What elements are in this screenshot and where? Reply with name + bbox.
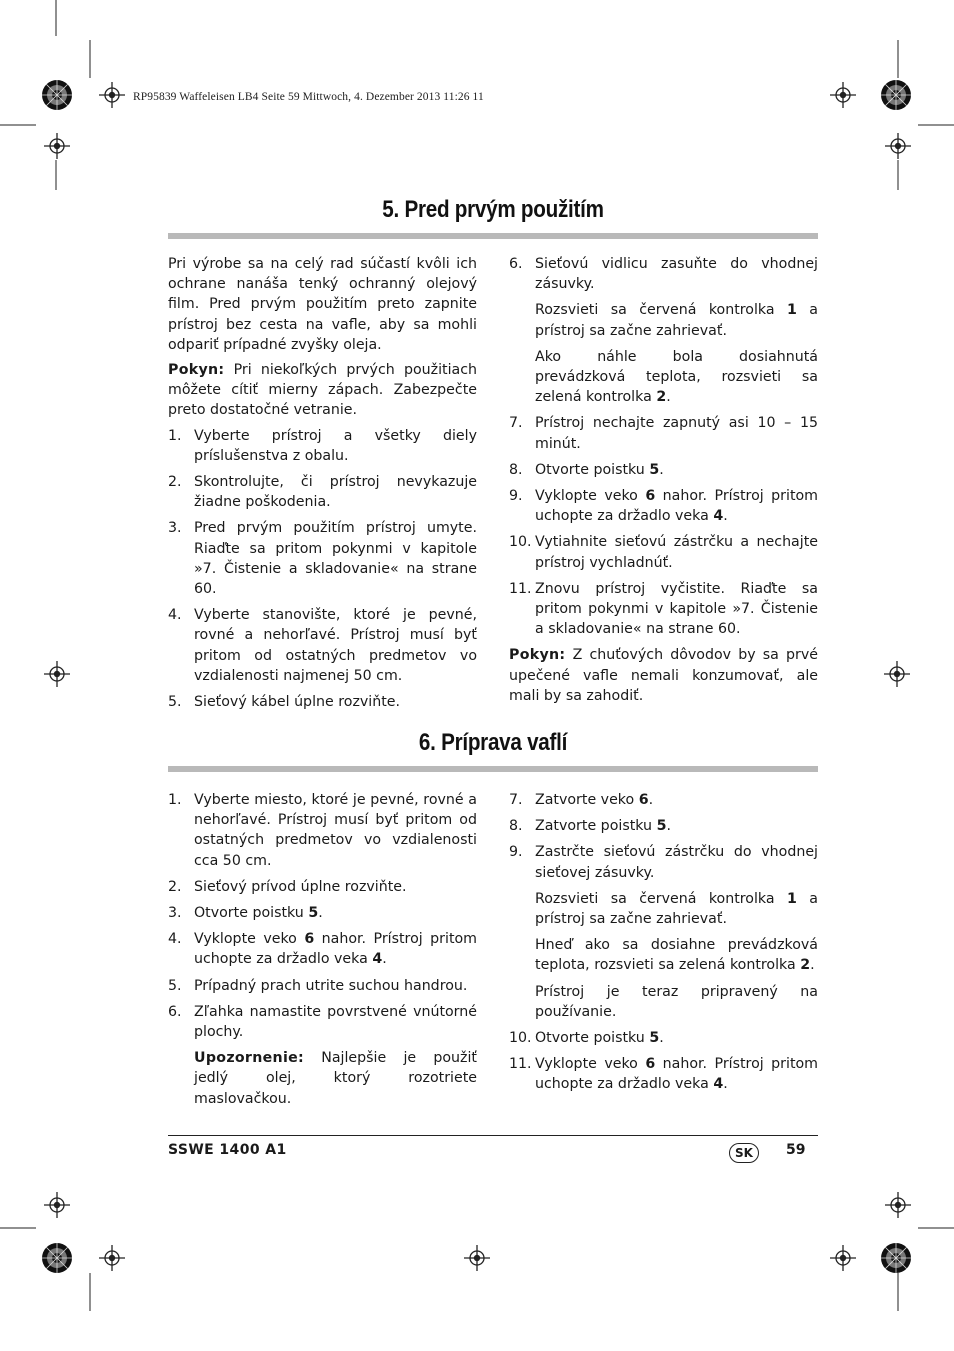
step-number: 1. xyxy=(168,427,182,444)
part-number: 4 xyxy=(372,951,383,968)
part-number: 1 xyxy=(787,302,797,319)
step-text: Zastrčte sieťovú zástrčku do vhodnej sieťovej zásuvky. xyxy=(535,844,818,881)
step-number: 5. xyxy=(168,977,182,994)
step-text: Zatvorte poistku xyxy=(535,818,657,835)
list-item xyxy=(509,413,818,453)
step-number: 8. xyxy=(509,461,523,478)
step-text: Skontrolujte, či prístroj nevykazuje žiadne poškodenia. xyxy=(194,474,477,511)
steps-list xyxy=(509,1028,818,1095)
step-text: Prípadný prach utrite suchou handrou. xyxy=(194,977,468,994)
steps-list xyxy=(509,790,818,883)
step-number: 2. xyxy=(168,878,182,895)
list-item xyxy=(509,579,818,640)
step-text: Znovu prístroj vyčistite. Riaďte sa pritom pokynmi v kapitole »7. Čistenie a skladovanie« na strane 60. xyxy=(535,580,818,638)
step-subparagraph: Prístroj je teraz pripravený na používanie. xyxy=(535,983,818,1020)
list-item xyxy=(509,460,818,480)
step-subparagraph xyxy=(509,300,818,340)
part-number: 2 xyxy=(656,389,667,406)
section-5-left-column xyxy=(168,254,477,718)
text: . xyxy=(810,957,815,974)
steps-list xyxy=(509,254,818,294)
note-label: Pokyn: xyxy=(509,647,566,664)
step-text: Vyberte stanovište, ktoré je pevné, rovné a nehorľavé. Prístroj musí byť pritom od ostatných predmetov vo vzdialenosti najmenej 50 cm. xyxy=(194,607,477,684)
text: . xyxy=(659,461,664,478)
list-item xyxy=(168,1002,477,1042)
footer-model: SSWE 1400 A1 xyxy=(168,1142,287,1158)
registration-crosshair-icon xyxy=(464,1245,490,1271)
intro-paragraph: Pri výrobe sa na celý rad súčastí kvôli ich ochrane nanáša tenký ochranný olejový film. Pred prvým použitím preto zapnite prístroj bez cesta na vafle, aby sa mohli odpariť prípadné zvyšky oleja. xyxy=(168,256,477,353)
list-item xyxy=(168,692,477,712)
step-text: Vyklopte veko xyxy=(535,1056,646,1073)
part-number: 1 xyxy=(787,890,797,907)
warning-label: Upozornenie: xyxy=(194,1050,305,1067)
list-item xyxy=(509,816,818,836)
step-text: Prístroj nechajte zapnutý asi 10 – 15 minút. xyxy=(535,415,818,452)
step-number: 3. xyxy=(168,520,182,537)
text: . xyxy=(666,818,671,835)
registration-crosshair-icon xyxy=(884,661,910,687)
registration-crosshair-icon xyxy=(885,133,911,159)
list-item xyxy=(509,486,818,526)
step-text: Vyberte prístroj a všetky diely príslušenstva z obalu. xyxy=(194,427,477,464)
registration-crosshair-icon xyxy=(885,1192,911,1218)
section-6-rule xyxy=(168,766,818,772)
step-text: Otvorte poistku xyxy=(194,905,309,922)
list-item xyxy=(168,929,477,969)
text: Ako náhle bola dosiahnutá prevádzková teplota, rozsvieti sa zelená kontrolka xyxy=(535,348,818,406)
registration-crosshair-icon xyxy=(830,82,856,108)
step-text: Vyklopte veko xyxy=(194,931,305,948)
registration-crosshair-icon xyxy=(830,1245,856,1271)
list-item xyxy=(168,976,477,996)
warning-text: Najlepšie je použiť jedlý olej, ktorý rozotriete maslovačkou. xyxy=(194,1050,477,1107)
list-item xyxy=(509,1028,818,1048)
steps-list xyxy=(168,790,477,1042)
step-number: 11. xyxy=(509,580,532,597)
note-paragraph xyxy=(509,645,818,706)
step-number: 7. xyxy=(509,792,523,808)
step-number: 6. xyxy=(168,1003,182,1020)
step-text: Sieťový prívod úplne rozviňte. xyxy=(194,878,407,895)
print-slug-header: RP95839 Waffeleisen LB4 Seite 59 Mittwoch, 4. Dezember 2013 11:26 11 xyxy=(133,91,484,103)
steps-list xyxy=(168,426,477,713)
text: . xyxy=(723,1076,728,1093)
text: . xyxy=(723,508,728,525)
part-number: 5 xyxy=(649,1030,660,1047)
note-text: Z chuťových dôvodov by sa prvé upečené vafle nemali konzumovať, ale mali by sa zahodiť. xyxy=(509,647,818,704)
text: . xyxy=(659,1030,664,1047)
note-text: Pri niekoľkých prvých použitiach môžete cítiť mierny zápach. Zabezpečte preto dostatočné vetranie. xyxy=(168,362,477,419)
step-text: Vyklopte veko xyxy=(535,488,646,505)
text: Rozsvieti sa červená kontrolka xyxy=(535,890,787,907)
part-number: 4 xyxy=(713,508,724,525)
step-number: 2. xyxy=(168,474,182,491)
step-subparagraph xyxy=(509,347,818,408)
radial-target-icon xyxy=(881,80,911,110)
registration-crosshair-icon xyxy=(99,82,125,108)
step-text: Vytiahnite sieťovú zástrčku a nechajte prístroj vychladnúť. xyxy=(535,534,818,571)
step-number: 11. xyxy=(509,1056,532,1073)
step-subparagraph xyxy=(509,889,818,929)
step-text: Otvorte poistku xyxy=(535,461,650,478)
warning-paragraph xyxy=(168,1048,477,1109)
list-item xyxy=(168,903,477,923)
step-text: Sieťový kábel úplne rozviňte. xyxy=(194,694,401,711)
footer-rule xyxy=(168,1135,818,1136)
part-number: 6 xyxy=(645,488,656,505)
list-item xyxy=(509,254,818,294)
part-number: 6 xyxy=(638,792,649,808)
page-number: 59 xyxy=(786,1142,806,1158)
text: a prístroj sa začne zahrievať. xyxy=(535,890,818,928)
registration-crosshair-icon xyxy=(44,661,70,687)
list-item xyxy=(168,790,477,871)
step-number: 4. xyxy=(168,607,182,624)
step-number: 5. xyxy=(168,694,182,711)
part-number: 6 xyxy=(304,931,315,948)
part-number: 2 xyxy=(800,957,811,974)
text: . xyxy=(382,951,387,968)
list-item xyxy=(168,472,477,512)
section-5-right-column xyxy=(509,254,818,711)
step-number: 4. xyxy=(168,931,182,948)
section-5-title: 5. Pred prvým použitím xyxy=(382,196,604,223)
step-number: 7. xyxy=(509,415,523,432)
list-item xyxy=(168,426,477,466)
text: a prístroj sa začne zahrievať. xyxy=(535,302,818,339)
list-item xyxy=(509,842,818,882)
step-number: 9. xyxy=(509,844,523,861)
step-subparagraph xyxy=(509,935,818,975)
step-text: Pred prvým použitím prístroj umyte. Riaďte sa pritom pokynmi v kapitole »7. Čistenie a skladovanie« na strane 60. xyxy=(194,520,477,598)
registration-crosshair-icon xyxy=(44,133,70,159)
registration-crosshair-icon xyxy=(99,1245,125,1271)
registration-crosshair-icon xyxy=(44,1192,70,1218)
radial-target-icon xyxy=(881,1243,911,1273)
list-item xyxy=(168,518,477,599)
part-number: 5 xyxy=(308,905,319,922)
section-6-left-column xyxy=(168,790,477,1115)
note-label: Pokyn: xyxy=(168,362,225,379)
text: nahor. Prístroj pritom uchopte za držadlo veka xyxy=(535,1056,819,1093)
text: . xyxy=(666,389,671,406)
part-number: 5 xyxy=(656,818,667,835)
list-item xyxy=(509,1054,818,1094)
radial-target-icon xyxy=(42,1243,72,1273)
text: Hneď ako sa dosiahne prevádzková teplota, rozsvieti sa zelená kontrolka xyxy=(535,937,818,974)
part-number: 5 xyxy=(649,461,660,478)
section-5-rule xyxy=(168,233,818,239)
step-number: 3. xyxy=(168,905,182,922)
section-6-title: 6. Príprava vaflí xyxy=(418,729,568,756)
list-item xyxy=(509,790,818,810)
section-6-right-column xyxy=(509,790,818,1101)
text: . xyxy=(318,905,323,922)
step-text: Zatvorte veko xyxy=(535,792,639,808)
text: nahor. Prístroj pritom uchopte za držadlo veka xyxy=(194,931,478,968)
list-item xyxy=(168,877,477,897)
step-text: Otvorte poistku xyxy=(535,1030,650,1047)
step-number: 8. xyxy=(509,818,523,835)
note-paragraph xyxy=(168,360,477,421)
text: nahor. Prístroj pritom uchopte za držadlo veka xyxy=(535,488,819,525)
step-text: Sieťovú vidlicu zasuňte do vhodnej zásuvky. xyxy=(535,256,818,293)
step-text: Zľahka namastite povrstvené vnútorné plochy. xyxy=(194,1003,477,1041)
language-badge: SK xyxy=(729,1143,759,1163)
list-item xyxy=(168,605,477,686)
text: . xyxy=(648,792,654,808)
step-number: 9. xyxy=(509,488,523,505)
text: Rozsvieti sa červená kontrolka xyxy=(535,302,787,319)
list-item xyxy=(509,532,818,572)
step-number: 6. xyxy=(509,256,523,272)
step-number: 10. xyxy=(509,534,532,551)
radial-target-icon xyxy=(42,80,72,110)
part-number: 6 xyxy=(645,1056,656,1073)
part-number: 4 xyxy=(713,1076,724,1093)
step-number: 10. xyxy=(509,1030,532,1047)
steps-list xyxy=(509,413,818,639)
step-text: Vyberte miesto, ktoré je pevné, rovné a nehorľavé. Prístroj musí byť pritom od ostatných predmetov vo vzdialenosti cca 50 cm. xyxy=(194,792,477,869)
step-number: 1. xyxy=(168,792,182,808)
